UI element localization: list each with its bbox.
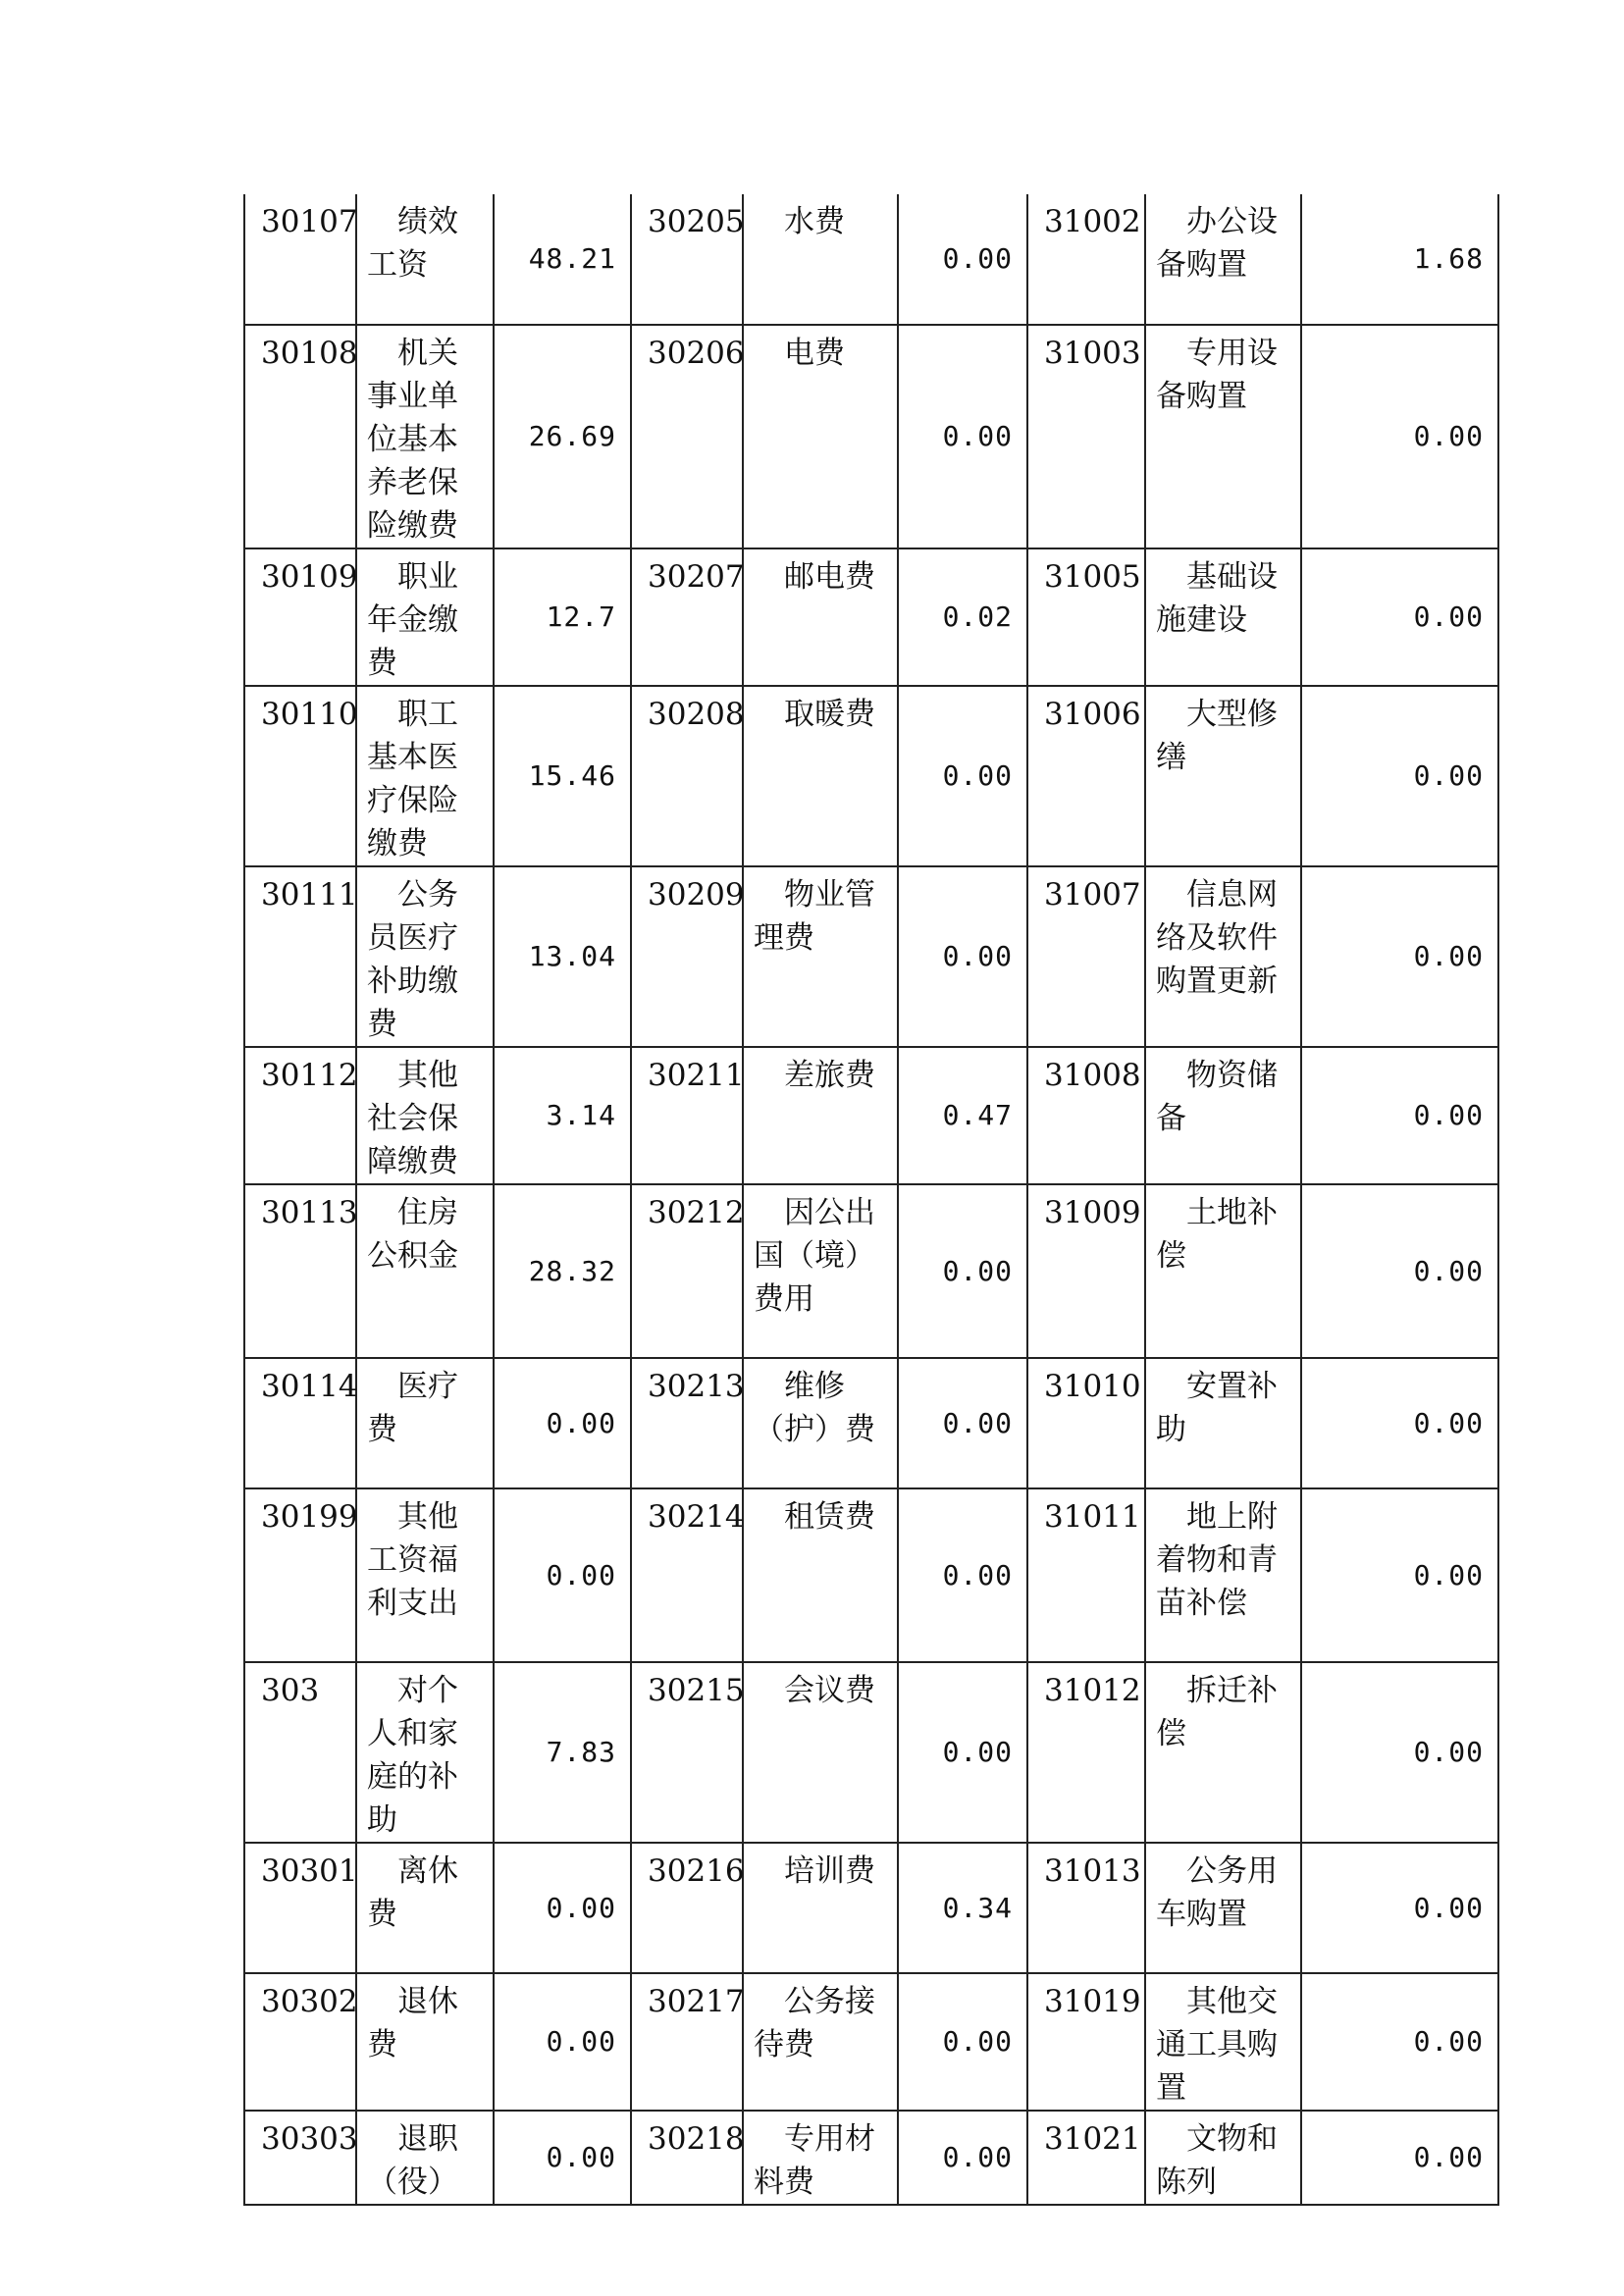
item-code: 30213 bbox=[631, 1358, 743, 1488]
item-name: 其他交通工具购置 bbox=[1145, 1973, 1301, 2111]
item-amount: 26.69 bbox=[494, 325, 631, 548]
table-body bbox=[244, 194, 1498, 2205]
item-code: 31005 bbox=[1027, 548, 1145, 686]
item-amount: 15.46 bbox=[494, 686, 631, 866]
item-code: 31006 bbox=[1027, 686, 1145, 866]
item-name: 职业年金缴费 bbox=[356, 548, 494, 686]
item-code: 31012 bbox=[1027, 1662, 1145, 1843]
item-name: 物业管理费 bbox=[743, 866, 898, 1047]
item-code: 30211 bbox=[631, 1047, 743, 1184]
item-code: 30218 bbox=[631, 2111, 743, 2205]
item-amount: 0.00 bbox=[1301, 1662, 1498, 1843]
item-code: 30205 bbox=[631, 194, 743, 325]
budget-expenditure-table bbox=[243, 194, 1499, 2206]
item-name: 医疗费 bbox=[356, 1358, 494, 1488]
item-code: 30208 bbox=[631, 686, 743, 866]
table-row bbox=[244, 1488, 1498, 1662]
item-name: 专用材料费 bbox=[743, 2111, 898, 2205]
item-amount: 48.21 bbox=[494, 194, 631, 325]
item-amount: 0.00 bbox=[898, 1488, 1027, 1662]
item-code: 30209 bbox=[631, 866, 743, 1047]
item-name: 邮电费 bbox=[743, 548, 898, 686]
item-name: 租赁费 bbox=[743, 1488, 898, 1662]
item-name: 职工基本医疗保险缴费 bbox=[356, 686, 494, 866]
item-code: 30207 bbox=[631, 548, 743, 686]
item-name: 维修（护）费 bbox=[743, 1358, 898, 1488]
table-row bbox=[244, 325, 1498, 548]
item-name: 信息网络及软件购置更新 bbox=[1145, 866, 1301, 1047]
item-code: 31011 bbox=[1027, 1488, 1145, 1662]
item-amount: 0.00 bbox=[898, 866, 1027, 1047]
table-row bbox=[244, 1843, 1498, 1973]
item-name: 水费 bbox=[743, 194, 898, 325]
item-amount: 0.00 bbox=[494, 1488, 631, 1662]
item-code: 30108 bbox=[244, 325, 356, 548]
table-row bbox=[244, 866, 1498, 1047]
item-code: 30206 bbox=[631, 325, 743, 548]
item-amount: 0.00 bbox=[1301, 1047, 1498, 1184]
item-code: 30301 bbox=[244, 1843, 356, 1973]
item-code: 30212 bbox=[631, 1184, 743, 1358]
item-code: 31019 bbox=[1027, 1973, 1145, 2111]
table-row bbox=[244, 686, 1498, 866]
table-row bbox=[244, 194, 1498, 325]
item-name: 差旅费 bbox=[743, 1047, 898, 1184]
item-name: 物资储备 bbox=[1145, 1047, 1301, 1184]
table-row bbox=[244, 1184, 1498, 1358]
item-amount: 0.00 bbox=[1301, 866, 1498, 1047]
item-name: 绩效工资 bbox=[356, 194, 494, 325]
item-name: 土地补偿 bbox=[1145, 1184, 1301, 1358]
item-code: 30112 bbox=[244, 1047, 356, 1184]
item-amount: 12.7 bbox=[494, 548, 631, 686]
item-name: 电费 bbox=[743, 325, 898, 548]
item-name: 退职（役） bbox=[356, 2111, 494, 2205]
item-name: 安置补助 bbox=[1145, 1358, 1301, 1488]
item-code: 31021 bbox=[1027, 2111, 1145, 2205]
item-code: 31002 bbox=[1027, 194, 1145, 325]
item-code: 31007 bbox=[1027, 866, 1145, 1047]
item-amount: 0.00 bbox=[1301, 1488, 1498, 1662]
item-name: 住房公积金 bbox=[356, 1184, 494, 1358]
item-code: 30214 bbox=[631, 1488, 743, 1662]
item-code: 30303 bbox=[244, 2111, 356, 2205]
item-name: 取暖费 bbox=[743, 686, 898, 866]
item-name: 其他社会保障缴费 bbox=[356, 1047, 494, 1184]
item-name: 拆迁补偿 bbox=[1145, 1662, 1301, 1843]
item-amount: 3.14 bbox=[494, 1047, 631, 1184]
item-code: 303 bbox=[244, 1662, 356, 1843]
table-row bbox=[244, 1662, 1498, 1843]
item-amount: 28.32 bbox=[494, 1184, 631, 1358]
item-code: 30110 bbox=[244, 686, 356, 866]
item-amount: 0.00 bbox=[1301, 325, 1498, 548]
item-name: 离休费 bbox=[356, 1843, 494, 1973]
item-amount: 0.00 bbox=[1301, 1184, 1498, 1358]
item-amount: 0.00 bbox=[1301, 2111, 1498, 2205]
item-name: 地上附着物和青苗补偿 bbox=[1145, 1488, 1301, 1662]
table-row bbox=[244, 1358, 1498, 1488]
item-amount: 0.00 bbox=[898, 194, 1027, 325]
item-code: 31013 bbox=[1027, 1843, 1145, 1973]
item-name: 其他工资福利支出 bbox=[356, 1488, 494, 1662]
item-name: 公务员医疗补助缴费 bbox=[356, 866, 494, 1047]
item-amount: 0.02 bbox=[898, 548, 1027, 686]
item-name: 退休费 bbox=[356, 1973, 494, 2111]
item-amount: 0.00 bbox=[898, 1662, 1027, 1843]
item-amount: 0.00 bbox=[898, 2111, 1027, 2205]
item-amount: 0.00 bbox=[494, 1358, 631, 1488]
item-name: 培训费 bbox=[743, 1843, 898, 1973]
item-code: 30114 bbox=[244, 1358, 356, 1488]
item-amount: 0.00 bbox=[898, 1358, 1027, 1488]
item-code: 30199 bbox=[244, 1488, 356, 1662]
item-name: 因公出国（境）费用 bbox=[743, 1184, 898, 1358]
item-code: 30215 bbox=[631, 1662, 743, 1843]
item-amount: 0.00 bbox=[898, 1184, 1027, 1358]
item-amount: 0.47 bbox=[898, 1047, 1027, 1184]
item-code: 31009 bbox=[1027, 1184, 1145, 1358]
item-amount: 0.00 bbox=[1301, 1843, 1498, 1973]
item-name: 公务接待费 bbox=[743, 1973, 898, 2111]
item-code: 30107 bbox=[244, 194, 356, 325]
item-code: 30113 bbox=[244, 1184, 356, 1358]
item-code: 30217 bbox=[631, 1973, 743, 2111]
item-code: 30302 bbox=[244, 1973, 356, 2111]
item-amount: 0.00 bbox=[494, 1843, 631, 1973]
item-amount: 0.34 bbox=[898, 1843, 1027, 1973]
item-name: 大型修缮 bbox=[1145, 686, 1301, 866]
item-amount: 0.00 bbox=[898, 1973, 1027, 2111]
item-code: 31003 bbox=[1027, 325, 1145, 548]
item-amount: 0.00 bbox=[898, 325, 1027, 548]
item-amount: 0.00 bbox=[1301, 1358, 1498, 1488]
item-name: 对个人和家庭的补助 bbox=[356, 1662, 494, 1843]
table-row bbox=[244, 1047, 1498, 1184]
item-name: 公务用车购置 bbox=[1145, 1843, 1301, 1973]
item-code: 30111 bbox=[244, 866, 356, 1047]
item-code: 31008 bbox=[1027, 1047, 1145, 1184]
item-name: 办公设备购置 bbox=[1145, 194, 1301, 325]
item-amount: 0.00 bbox=[898, 686, 1027, 866]
item-code: 30109 bbox=[244, 548, 356, 686]
item-name: 基础设施建设 bbox=[1145, 548, 1301, 686]
item-name: 文物和陈列 bbox=[1145, 2111, 1301, 2205]
table-row bbox=[244, 2111, 1498, 2205]
table-row bbox=[244, 1973, 1498, 2111]
item-amount: 0.00 bbox=[1301, 686, 1498, 866]
item-name: 专用设备购置 bbox=[1145, 325, 1301, 548]
item-name: 会议费 bbox=[743, 1662, 898, 1843]
item-name: 机关事业单位基本养老保险缴费 bbox=[356, 325, 494, 548]
item-amount: 0.00 bbox=[494, 2111, 631, 2205]
item-amount: 13.04 bbox=[494, 866, 631, 1047]
item-amount: 1.68 bbox=[1301, 194, 1498, 325]
table-row bbox=[244, 548, 1498, 686]
item-amount: 0.00 bbox=[1301, 1973, 1498, 2111]
item-amount: 7.83 bbox=[494, 1662, 631, 1843]
item-amount: 0.00 bbox=[1301, 548, 1498, 686]
item-amount: 0.00 bbox=[494, 1973, 631, 2111]
item-code: 31010 bbox=[1027, 1358, 1145, 1488]
item-code: 30216 bbox=[631, 1843, 743, 1973]
